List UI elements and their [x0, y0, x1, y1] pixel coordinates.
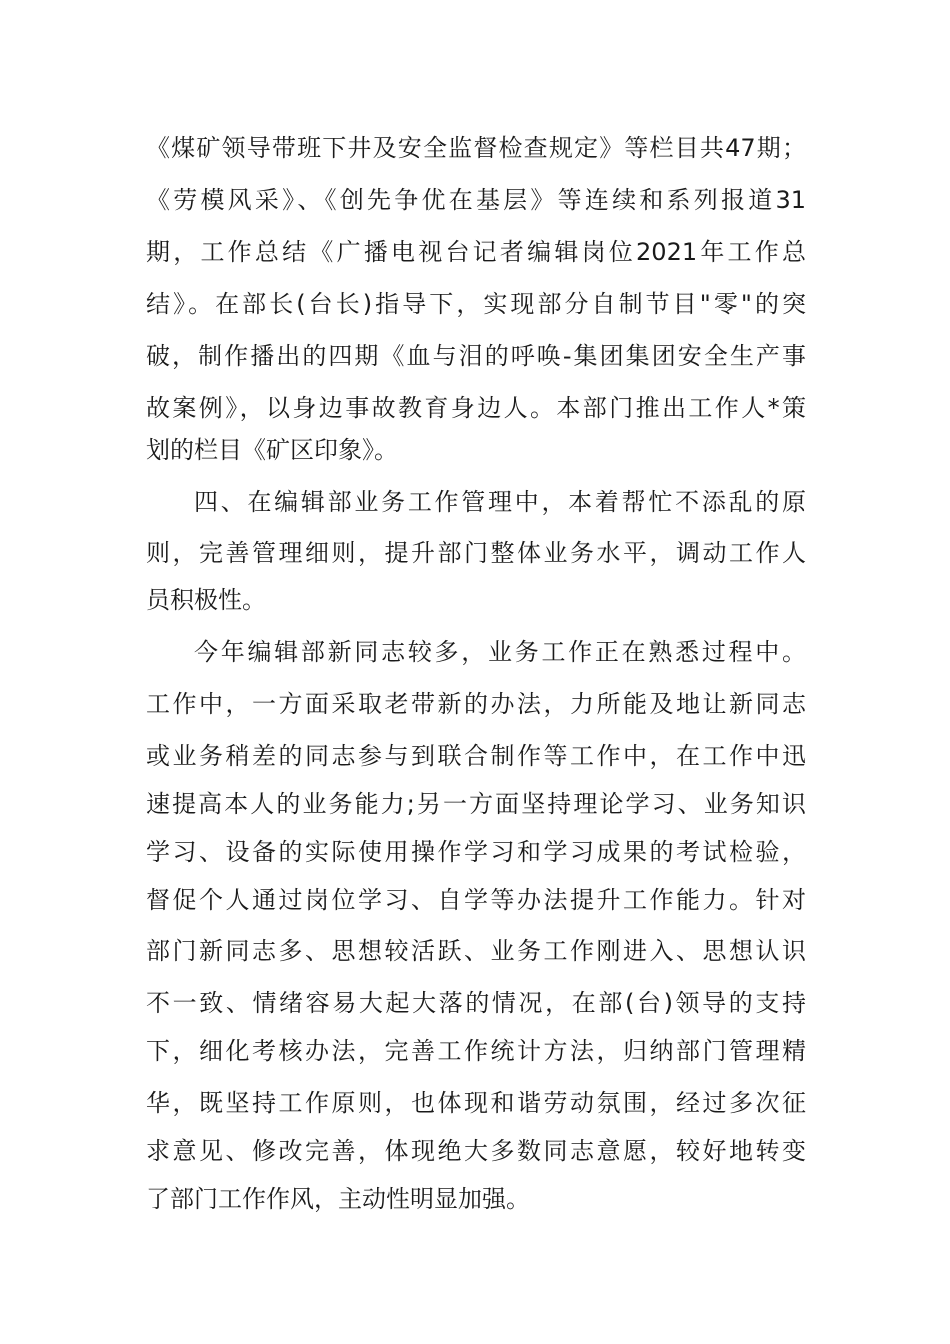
text-line: 速提高本人的业务能力;另一方面坚持理论学习、业务知识 — [146, 790, 806, 818]
text-line: 今年编辑部新同志较多，业务工作正在熟悉过程中。 — [194, 638, 806, 666]
text-line: 破，制作播出的四期《血与泪的呼唤-集团集团安全生产事 — [146, 342, 806, 370]
text-line: 则，完善管理细则，提升部门整体业务水平，调动工作人 — [146, 539, 806, 567]
text-line: 求意见、修改完善，体现绝大多数同志意愿，较好地转变 — [146, 1137, 806, 1165]
text-line: 期，工作总结《广播电视台记者编辑岗位2021年工作总 — [146, 238, 806, 266]
text-line: 部门新同志多、思想较活跃、业务工作刚进入、思想认识 — [146, 937, 806, 965]
text-line: 《劳模风采》、《创先争优在基层》等连续和系列报道31 — [146, 186, 806, 214]
text-line: 故案例》，以身边事故教育身边人。本部门推出工作人*策 — [146, 394, 806, 422]
text-line: 学习、设备的实际使用操作学习和学习成果的考试检验， — [146, 838, 806, 866]
text-line: 工作中，一方面采取老带新的办法，力所能及地让新同志 — [146, 690, 806, 718]
text-line: 了部门工作作风，主动性明显加强。 — [146, 1185, 530, 1213]
text-line: 员积极性。 — [146, 586, 266, 614]
text-line: 结》。在部长(台长)指导下，实现部分自制节目"零"的突 — [146, 290, 806, 318]
text-line: 华，既坚持工作原则，也体现和谐劳动氛围，经过多次征 — [146, 1089, 806, 1117]
text-line: 四、在编辑部业务工作管理中，本着帮忙不添乱的原 — [194, 488, 806, 516]
text-line: 划的栏目《矿区印象》。 — [146, 436, 398, 464]
text-line: 下，细化考核办法，完善工作统计方法，归纳部门管理精 — [146, 1037, 806, 1065]
text-line: 或业务稍差的同志参与到联合制作等工作中，在工作中迅 — [146, 742, 806, 770]
text-line: 《煤矿领导带班下井及安全监督检查规定》等栏目共47期； — [146, 134, 806, 162]
text-line: 不一致、情绪容易大起大落的情况，在部(台)领导的支持 — [146, 989, 806, 1017]
text-line: 督促个人通过岗位学习、自学等办法提升工作能力。针对 — [146, 886, 806, 914]
